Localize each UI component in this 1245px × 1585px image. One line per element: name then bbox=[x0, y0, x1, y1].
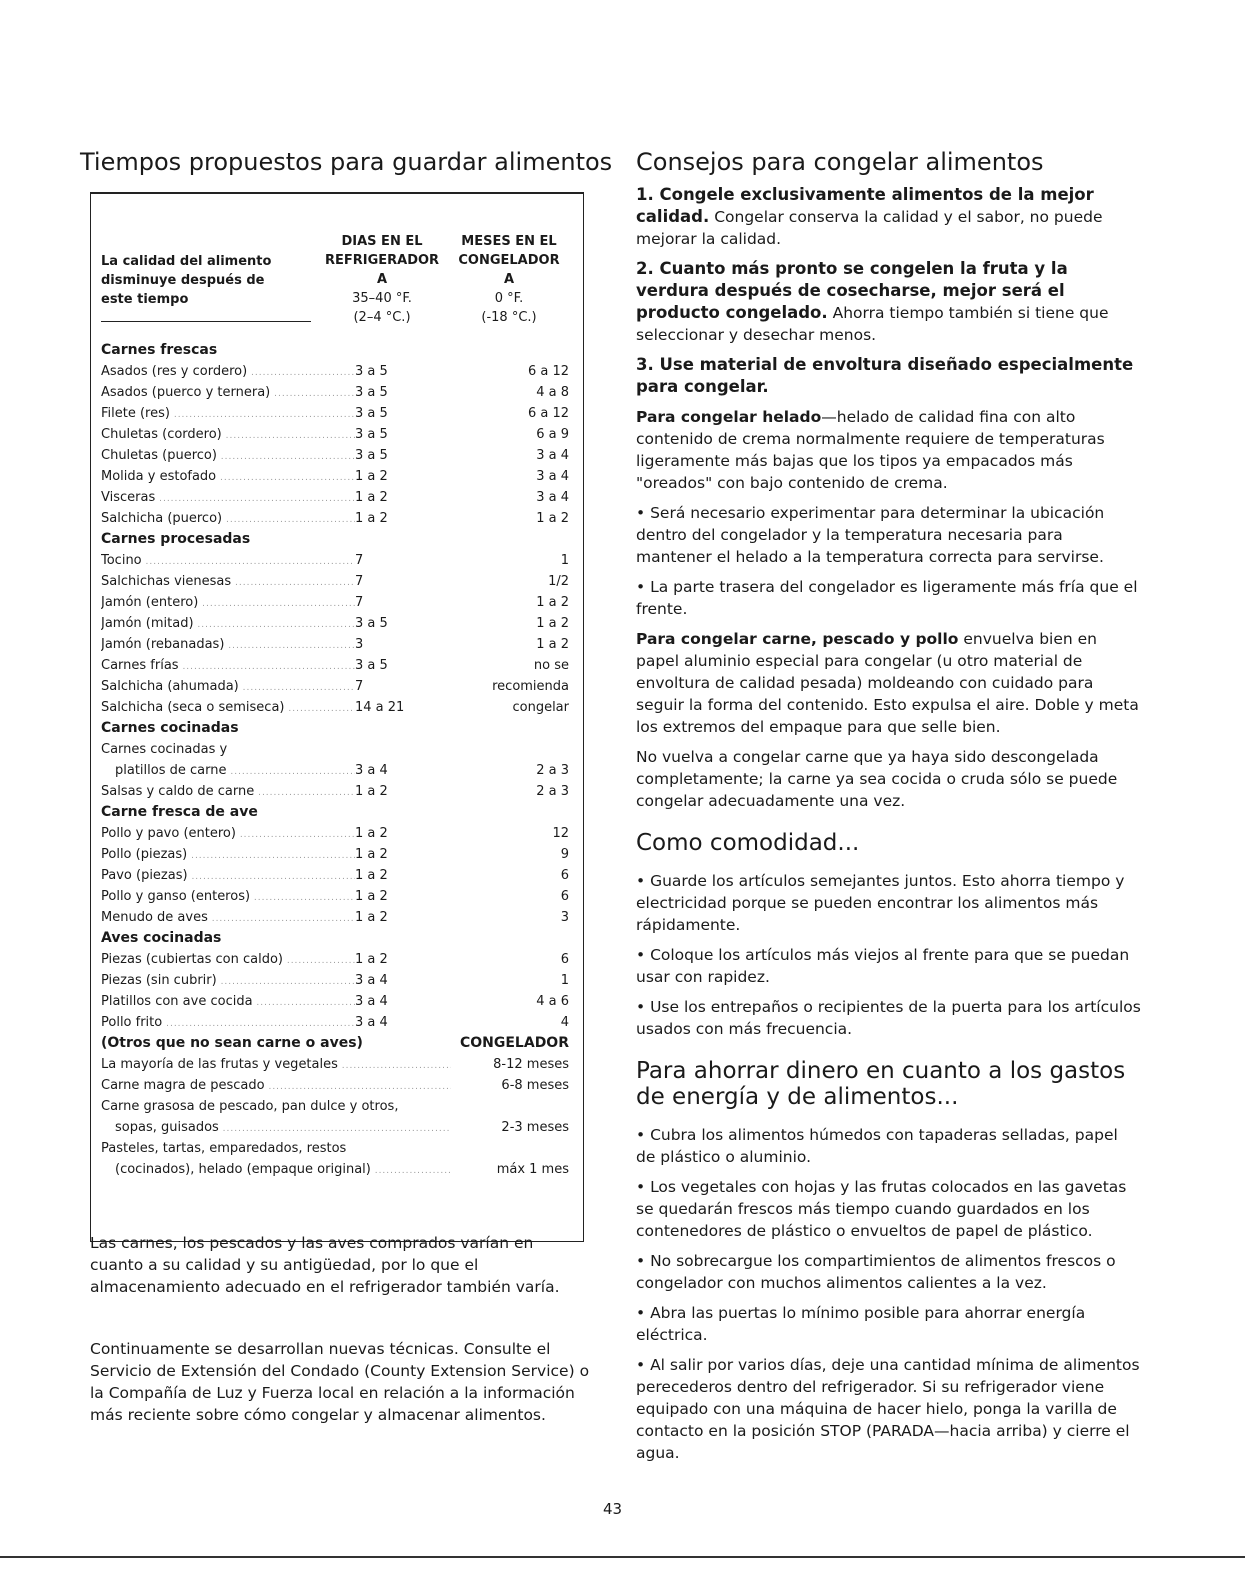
food-name: Jamón (entero) ..... bbox=[101, 592, 355, 613]
refrigerator-days: 3 a 4 bbox=[355, 994, 388, 1009]
ahorro-heading: Para ahorrar dinero en cuanto a los gastos de energía y de alimentos... bbox=[636, 1058, 1126, 1110]
freezer-months: 2 a 3 bbox=[536, 784, 569, 799]
right-heading: Consejos para congelar alimentos bbox=[636, 148, 1044, 176]
freezer-months bbox=[451, 1096, 569, 1117]
table-row bbox=[101, 1012, 569, 1033]
refrigerator-days: 3 a 5 bbox=[355, 658, 388, 673]
comodidad-item: • Guarde los artículos semejantes juntos. Esto ahorra tiempo y electricidad porque se pueden encontrar los alimentos más rápidamente. bbox=[636, 872, 1125, 934]
freezer-months: 9 bbox=[560, 847, 569, 862]
freezer-months: máx 1 mes bbox=[496, 1162, 569, 1177]
table-row bbox=[101, 865, 569, 886]
refrigerator-days: 7 bbox=[355, 553, 364, 568]
freezer-months bbox=[479, 739, 569, 760]
refrigerator-days: 1 a 2 bbox=[355, 868, 388, 883]
food-name: Salchicha (puerco) ..... bbox=[101, 508, 355, 529]
table-row bbox=[101, 403, 569, 424]
freezer-months: 6 a 12 bbox=[527, 364, 569, 379]
freezer-months: 1 bbox=[560, 553, 569, 568]
freezer-months: recomienda bbox=[492, 679, 569, 694]
freezer-months: 1 bbox=[560, 973, 569, 988]
freezer-months: 12 bbox=[552, 826, 569, 841]
food-name: platillos de carne ..... bbox=[101, 760, 355, 781]
refrigerator-days: 3 a 4 bbox=[355, 763, 388, 778]
refreeze-note: No vuelva a congelar carne que ya haya sido descongelada completamente; la carne ya sea cocida o cruda sólo se puede congelar adecuadamente una vez. bbox=[636, 748, 1118, 810]
freezer-months: 6 bbox=[560, 889, 569, 904]
ice-cream-tip: Para congelar helado—helado de calidad fina con alto contenido de crema normalmente requiere de temperaturas ligeramente más bajas que los tipos ya empacados más "oreados" con bajo contenido de crema. bbox=[636, 408, 1105, 492]
table-row bbox=[101, 424, 569, 445]
freezer-months: 3 a 4 bbox=[536, 469, 569, 484]
freezer-months: 6-8 meses bbox=[501, 1078, 569, 1093]
freezer-months: 6 bbox=[560, 952, 569, 967]
food-name: Salchicha (seca o semiseca) ..... bbox=[101, 697, 355, 718]
freezer-months: 6 bbox=[560, 868, 569, 883]
table-row bbox=[101, 697, 569, 718]
table-row bbox=[101, 970, 569, 991]
table-row bbox=[101, 571, 569, 592]
refrigerator-days: 3 a 5 bbox=[355, 364, 388, 379]
food-name: Pavo (piezas) ..... bbox=[101, 865, 355, 886]
refrigerator-days: 7 bbox=[355, 574, 364, 589]
comodidad-heading: Como comodidad... bbox=[636, 830, 860, 856]
food-name: Asados (res y cordero) ..... bbox=[101, 361, 355, 382]
table-row bbox=[101, 487, 569, 508]
table-row bbox=[101, 1096, 569, 1117]
header-freezer: MESES EN EL CONGELADOR A 0 °F. (-18 °C.) bbox=[458, 234, 560, 325]
table-row bbox=[101, 907, 569, 928]
refrigerator-days: 7 bbox=[355, 679, 364, 694]
refrigerator-days: 3 bbox=[355, 637, 364, 652]
freezer-months: 6 a 12 bbox=[527, 406, 569, 421]
refrigerator-days: 7 bbox=[355, 595, 364, 610]
freezer-months: 3 a 4 bbox=[536, 490, 569, 505]
tip-3: 3. Use material de envoltura diseñado especialmente para congelar. bbox=[636, 355, 1134, 396]
table-row bbox=[101, 655, 569, 676]
ahorro-item: • Abra las puertas lo mínimo posible para ahorrar energía eléctrica. bbox=[636, 1304, 1086, 1344]
table-row bbox=[101, 466, 569, 487]
food-name: Filete (res) ..... bbox=[101, 403, 355, 424]
ahorro-item: • Cubra los alimentos húmedos con tapaderas selladas, papel de plástico o aluminio. bbox=[636, 1126, 1118, 1166]
table-row bbox=[101, 1054, 569, 1075]
bullet-back: • La parte trasera del congelador es ligeramente más fría que el frente. bbox=[636, 578, 1138, 618]
freezer-months: 3 bbox=[560, 910, 569, 925]
table-row bbox=[101, 991, 569, 1012]
table-row bbox=[101, 1075, 569, 1096]
ahorro-item: • Los vegetales con hojas y las frutas colocados en las gavetas se quedarán frescos más tiempo cuando guardados en los contenedores de plástico o envueltos de papel de plástico. bbox=[636, 1178, 1127, 1240]
refrigerator-days: 1 a 2 bbox=[355, 889, 388, 904]
table-row bbox=[101, 508, 569, 529]
left-paragraph-1: Las carnes, los pescados y las aves comprados varían en cuanto a su calidad y su antigüedad, por lo que el almacenamiento adecuado en el refrigerador también varía. bbox=[90, 1234, 560, 1296]
refrigerator-days: 1 a 2 bbox=[355, 469, 388, 484]
food-name: Pollo frito ..... bbox=[101, 1012, 355, 1033]
table-row bbox=[101, 592, 569, 613]
table-row bbox=[101, 739, 569, 760]
table-section-title: Carnes cocinadas bbox=[101, 720, 239, 736]
tip-1: 1. Congele exclusivamente alimentos de la mejor calidad. Congelar conserva la calidad y el sabor, no puede mejorar la calidad. bbox=[636, 185, 1103, 248]
table-row bbox=[101, 1138, 569, 1159]
freezer-months: 1 a 2 bbox=[536, 616, 569, 631]
storage-table bbox=[90, 192, 584, 1242]
table-row bbox=[101, 634, 569, 655]
refrigerator-days: 3 a 4 bbox=[355, 973, 388, 988]
food-name: Salchicha (ahumada) ..... bbox=[101, 676, 355, 697]
freezer-months bbox=[451, 1138, 569, 1159]
food-name: Pasteles, tartas, emparedados, restos bbox=[101, 1141, 347, 1156]
left-paragraph-2: Continuamente se desarrollan nuevas técnicas. Consulte el Servicio de Extensión del Condado (County Extension Service) o la Compañía de Luz y Fuerza local en relación a la información más reciente sobre cómo congelar y almacenar alimentos. bbox=[90, 1340, 590, 1424]
table-row bbox=[101, 844, 569, 865]
table-row bbox=[101, 550, 569, 571]
food-name: Salsas y caldo de carne ..... bbox=[101, 781, 355, 802]
freezer-months: 6 a 9 bbox=[536, 427, 569, 442]
refrigerator-days: 1 a 2 bbox=[355, 490, 388, 505]
table-section-title: Carne fresca de ave bbox=[101, 804, 258, 820]
food-name: Jamón (mitad) ..... bbox=[101, 613, 355, 634]
freezer-months: 1 a 2 bbox=[536, 511, 569, 526]
refrigerator-days: 3 a 5 bbox=[355, 448, 388, 463]
ahorro-item: • No sobrecargue los compartimientos de alimentos frescos o congelador con muchos alimentos calientes a la vez. bbox=[636, 1252, 1116, 1292]
others-title: (Otros que no sean carne o aves) bbox=[101, 1035, 363, 1051]
table-row bbox=[101, 1117, 569, 1138]
page-edge-divider bbox=[0, 1556, 1245, 1558]
food-name: Carne magra de pescado ..... bbox=[101, 1075, 451, 1096]
refrigerator-days: 1 a 2 bbox=[355, 784, 388, 799]
page-number: 43 bbox=[603, 1500, 623, 1518]
freezer-months: 4 a 6 bbox=[536, 994, 569, 1009]
food-name: Chuletas (cordero) ..... bbox=[101, 424, 355, 445]
left-heading: Tiempos propuestos para guardar alimentos bbox=[80, 148, 613, 176]
table-section-title: Carnes procesadas bbox=[101, 531, 251, 547]
food-name: Pollo y ganso (enteros) ..... bbox=[101, 886, 355, 907]
food-name: La mayoría de las frutas y vegetales ..... bbox=[101, 1054, 451, 1075]
tip-2: 2. Cuanto más pronto se congelen la fruta y la verdura después de cosecharse, mejor será el producto congelado. Ahorra tiempo también si tiene que seleccionar y desechar menos. bbox=[636, 259, 1109, 344]
food-name: Molida y estofado ..... bbox=[101, 466, 355, 487]
table-row bbox=[101, 1159, 569, 1180]
food-name: Visceras ..... bbox=[101, 487, 355, 508]
header-refrigerator: DIAS EN EL REFRIGERADOR A 35–40 °F. (2–4 °C.) bbox=[324, 234, 440, 325]
refrigerator-days: 1 a 2 bbox=[355, 847, 388, 862]
freezer-months: 4 a 8 bbox=[536, 385, 569, 400]
freezer-months: 1 a 2 bbox=[536, 595, 569, 610]
food-name: Pollo y pavo (entero) ..... bbox=[101, 823, 355, 844]
table-row bbox=[101, 382, 569, 403]
freezer-months: 3 a 4 bbox=[536, 448, 569, 463]
table-row bbox=[101, 949, 569, 970]
ahorro-item: • Al salir por varios días, deje una cantidad mínima de alimentos perecederos dentro del refrigerador. Si su refrigerador viene equipado con una máquina de hacer hielo, ponga la varilla de contacto en la posición STOP (PARADA—hacia arriba) y cierre el agua. bbox=[636, 1356, 1140, 1462]
freezer-months: 8-12 meses bbox=[493, 1057, 569, 1072]
food-name: Menudo de aves ..... bbox=[101, 907, 355, 928]
refrigerator-days: 1 a 2 bbox=[355, 511, 388, 526]
food-name: Platillos con ave cocida ..... bbox=[101, 991, 355, 1012]
food-name: Carnes frías ..... bbox=[101, 655, 355, 676]
header-quality: La calidad del alimento disminuye después de este tiempo bbox=[101, 252, 321, 322]
refrigerator-days bbox=[355, 739, 479, 760]
food-name: (cocinados), helado (empaque original) ..... bbox=[101, 1159, 451, 1180]
food-name: Asados (puerco y ternera) ..... bbox=[101, 382, 355, 403]
freezer-months: 1 a 2 bbox=[536, 637, 569, 652]
table-body bbox=[101, 340, 569, 1180]
freezer-months: 4 bbox=[560, 1015, 569, 1030]
refrigerator-days: 3 a 5 bbox=[355, 427, 388, 442]
food-name: Piezas (sin cubrir) ..... bbox=[101, 970, 355, 991]
refrigerator-days: 14 a 21 bbox=[355, 700, 405, 715]
refrigerator-days: 3 a 4 bbox=[355, 1015, 388, 1030]
food-name: Chuletas (puerco) ..... bbox=[101, 445, 355, 466]
others-section-title bbox=[101, 1033, 569, 1054]
table-row bbox=[101, 760, 569, 781]
table-row bbox=[101, 886, 569, 907]
refrigerator-days: 1 a 2 bbox=[355, 910, 388, 925]
refrigerator-days: 3 a 5 bbox=[355, 616, 388, 631]
refrigerator-days: 3 a 5 bbox=[355, 406, 388, 421]
freezer-months: no se bbox=[533, 658, 569, 673]
table-row bbox=[101, 613, 569, 634]
table-row bbox=[101, 676, 569, 697]
food-name: Jamón (rebanadas) ..... bbox=[101, 634, 355, 655]
right-column bbox=[636, 184, 1142, 1472]
table-row bbox=[101, 823, 569, 844]
food-name: sopas, guisados ..... bbox=[101, 1117, 451, 1138]
food-name: Carnes cocinadas y bbox=[101, 742, 228, 757]
table-row bbox=[101, 781, 569, 802]
meat-tip: Para congelar carne, pescado y pollo envuelva bien en papel aluminio especial para congelar (u otro material de envoltura de calidad pesada) moldeando con cuidado para seguir la forma del contenido. Esto expulsa el aire. Doble y meta los extremos del empaque para que selle bien. bbox=[636, 630, 1139, 736]
refrigerator-days: 1 a 2 bbox=[355, 826, 388, 841]
food-name: Salchichas vienesas ..... bbox=[101, 571, 355, 592]
freezer-months: 2 a 3 bbox=[536, 763, 569, 778]
food-name: Pollo (piezas) ..... bbox=[101, 844, 355, 865]
food-name: Piezas (cubiertas con caldo) ..... bbox=[101, 949, 355, 970]
freezer-months: 2-3 meses bbox=[501, 1120, 569, 1135]
bullet-location: • Será necesario experimentar para determinar la ubicación dentro del congelador y la temperatura necesaria para mantener el helado a la temperatura correcta para servirse. bbox=[636, 504, 1105, 566]
others-freezer-header: CONGELADOR bbox=[459, 1035, 569, 1051]
food-name: Tocino ..... bbox=[101, 550, 355, 571]
food-name: Carne grasosa de pescado, pan dulce y otros, bbox=[101, 1099, 399, 1114]
table-row bbox=[101, 361, 569, 382]
freezer-months: congelar bbox=[512, 700, 569, 715]
refrigerator-days: 1 a 2 bbox=[355, 952, 388, 967]
table-section-title: Aves cocinadas bbox=[101, 930, 222, 946]
refrigerator-days: 3 a 5 bbox=[355, 385, 388, 400]
freezer-months: 1/2 bbox=[548, 574, 569, 589]
table-section-title: Carnes frescas bbox=[101, 342, 218, 358]
table-row bbox=[101, 445, 569, 466]
comodidad-item: • Use los entrepaños o recipientes de la puerta para los artículos usados con más frecuencia. bbox=[636, 998, 1141, 1038]
comodidad-item: • Coloque los artículos más viejos al frente para que se puedan usar con rapidez. bbox=[636, 946, 1130, 986]
